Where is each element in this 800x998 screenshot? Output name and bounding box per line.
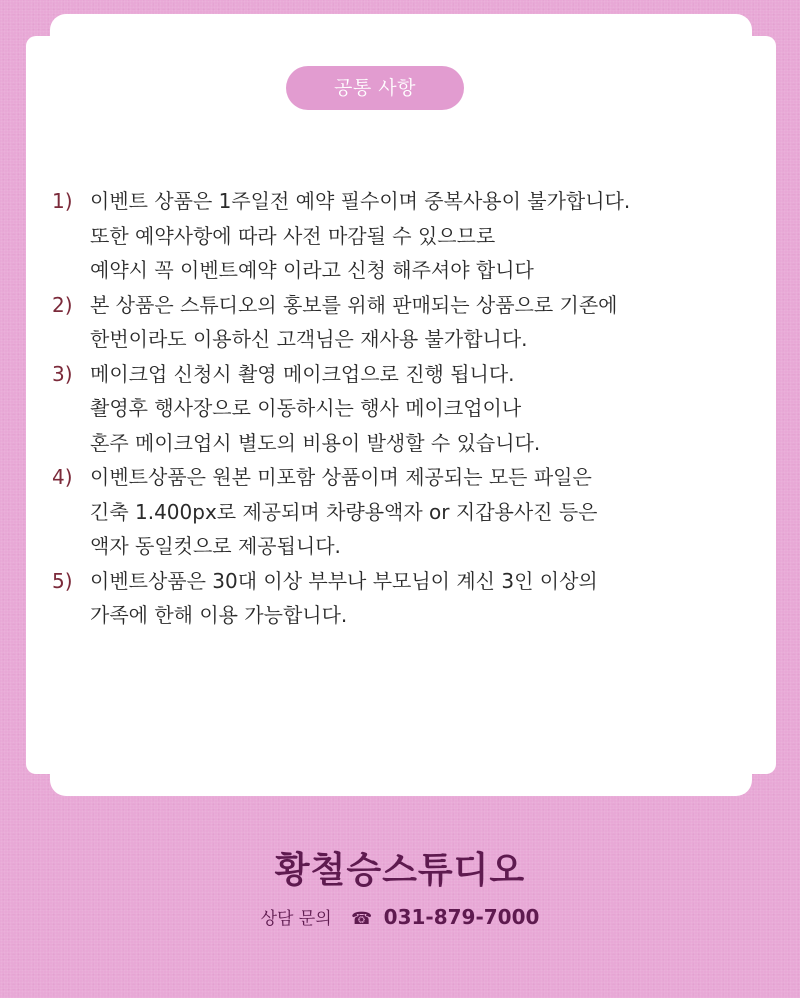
notice-number: 4): [52, 465, 73, 489]
notice-line: 예약시 꼭 이벤트예약 이라고 신청 해주셔야 합니다: [90, 258, 534, 282]
brand-name: 황철승스튜디오: [274, 850, 526, 891]
notice-line: 한번이라도 이용하신 고객님은 재사용 불가합니다.: [90, 327, 528, 351]
notice-line: 긴축 1.400px로 제공되며 차량용액자 or 지갑용사진 등은: [90, 499, 598, 524]
notice-line: 본 상품은 스튜디오의 홍보를 위해 판매되는 상품으로 기존에: [90, 292, 618, 317]
notice-item: [52, 460, 732, 564]
notice-line: 액자 동일컷으로 제공됩니다.: [90, 534, 341, 558]
notice-line: 혼주 메이크업시 별도의 비용이 발생할 수 있습니다.: [90, 430, 541, 455]
contact-info: [0, 904, 800, 932]
notice-line: 가족에 한해 이용 가능합니다.: [90, 603, 348, 627]
notice-item: [52, 357, 732, 461]
notice-number: 5): [52, 568, 73, 593]
notice-number: 1): [52, 189, 73, 213]
notice-item: [52, 184, 732, 288]
notice-line: 이벤트 상품은 1주일전 예약 필수이며 중복사용이 불가합니다.: [90, 189, 631, 213]
phone-number[interactable]: 031-879-7000: [383, 905, 540, 929]
phone-icon: ☎: [351, 909, 373, 929]
notice-line: 또한 예약사항에 따라 사전 마감될 수 있으므로: [90, 223, 496, 248]
card-edge: [746, 48, 776, 762]
notice-number: 3): [52, 361, 73, 386]
notice-line: 이벤트상품은 원본 미포함 상품이며 제공되는 모든 파일은: [90, 465, 592, 489]
section-badge: 공통 사항: [286, 66, 464, 110]
notice-line: 이벤트상품은 30대 이상 부부나 부모님이 계신 3인 이상의: [90, 568, 598, 593]
contact-label: 상담 문의: [260, 909, 332, 929]
notice-item: [52, 564, 732, 633]
notice-number: 2): [52, 292, 73, 317]
notice-line: 촬영후 행사장으로 이동하시는 행사 메이크업이나: [90, 396, 522, 420]
notice-list: [52, 184, 732, 633]
footer: [0, 846, 800, 932]
notice-line: 메이크업 신청시 촬영 메이크업으로 진행 됩니다.: [90, 361, 515, 386]
notice-item: [52, 288, 732, 357]
